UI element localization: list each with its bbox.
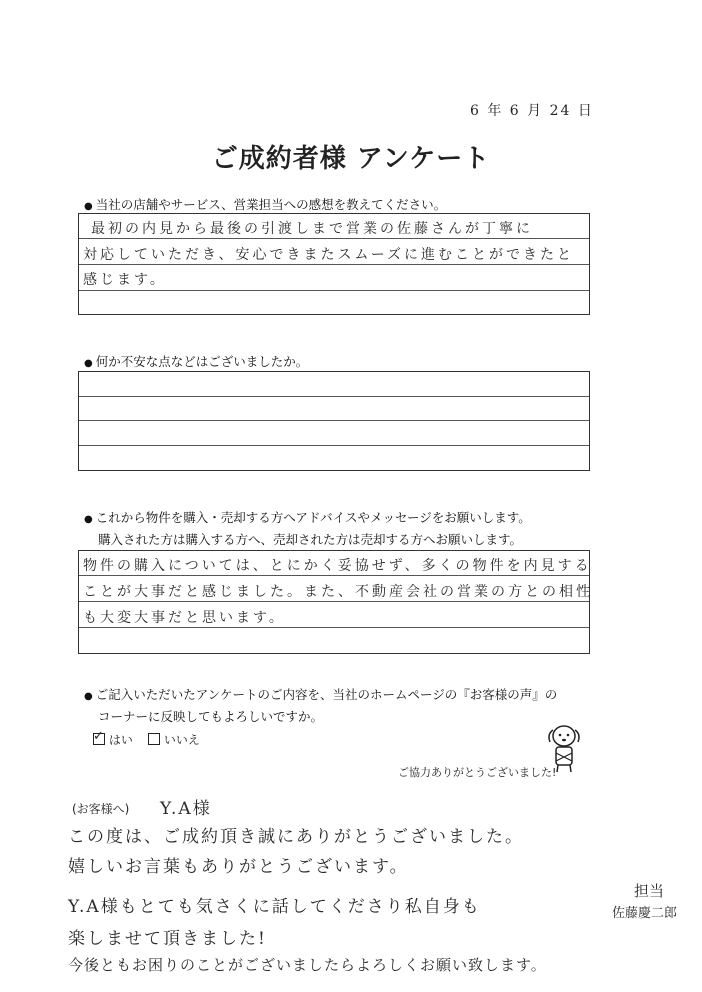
checked-box-icon[interactable]: ✓: [93, 729, 104, 744]
bullet-icon: ●: [84, 691, 93, 702]
consent-yes-option[interactable]: [93, 731, 133, 748]
reply-label: (お客様へ): [72, 802, 130, 816]
reply-line-2: 嬉しいお言葉もありがとうございます。: [68, 857, 409, 877]
survey-date: 6 年 6 月 24 日: [470, 103, 594, 119]
consent-yes-label: はい: [108, 733, 133, 747]
answer-box-2: [78, 371, 590, 471]
answer-box-3: [78, 550, 593, 654]
answer-box-1: [78, 213, 590, 315]
question-2-text: 何か不安な点などはございましたか。: [95, 354, 309, 369]
question-4: [84, 685, 557, 703]
consent-no-option[interactable]: [148, 731, 200, 748]
answer-3-line-2: ことが大事だと感じました。また、不動産会社の営業の方との相性: [83, 584, 593, 600]
question-1: [84, 195, 446, 213]
answer-1-line-3: 感じます。: [83, 272, 167, 288]
question-3: [84, 508, 531, 526]
staff-name: 佐藤慶二郎: [612, 906, 678, 921]
reply-addressee: Y.A様: [160, 799, 212, 819]
mascot-dog-icon: [544, 720, 584, 776]
reply-line-1: この度は、ご成約頂き誠にありがとうございました。: [68, 827, 524, 847]
bullet-icon: ●: [84, 201, 93, 212]
question-2: [84, 352, 308, 370]
consent-no-label: いいえ: [163, 733, 200, 747]
answer-3-line-1: 物件の購入については、とにかく妥協せず、多くの物件を内見する: [83, 558, 592, 574]
bullet-icon: ●: [84, 358, 93, 369]
unchecked-box-icon[interactable]: [148, 733, 160, 745]
thanks-message: ご協力ありがとうございました!: [398, 766, 557, 779]
question-4-text-line-2: コーナーに反映してもよろしいですか。: [98, 709, 324, 724]
staff-role: 担当: [634, 882, 665, 900]
question-1-text: 当社の店舗やサービス、営業担当への感想を教えてください。: [95, 197, 447, 212]
page-title: ご成約者様 アンケート: [211, 144, 491, 174]
answer-3-line-3: も大変大事だと思います。: [83, 610, 286, 626]
question-3-text: これから物件を購入・売却する方へアドバイスやメッセージをお願いします。: [95, 510, 531, 525]
question-4-text-line-1: ご記入いただいたアンケートのご内容を、当社のホームページの『お客様の声』の: [95, 687, 558, 702]
answer-1-line-2: 対応していただき、安心できまたスムーズに進むことができたと: [83, 247, 575, 263]
reply-line-4: 楽しませて頂きました!: [68, 929, 267, 949]
question-3-subtext: 購入された方は購入する方へ、売却された方は売却する方へお願いします。: [98, 532, 523, 547]
reply-line-5: 今後ともお困りのことがございましたらよろしくお願い致します。: [68, 956, 547, 974]
bullet-icon: ●: [84, 514, 93, 525]
reply-line-3: Y.A様もとても気さくに話してくださり私自身も: [68, 897, 481, 917]
answer-1-line-1: 最初の内見から最後の引渡しまで営業の佐藤さんが丁寧に: [91, 221, 533, 237]
